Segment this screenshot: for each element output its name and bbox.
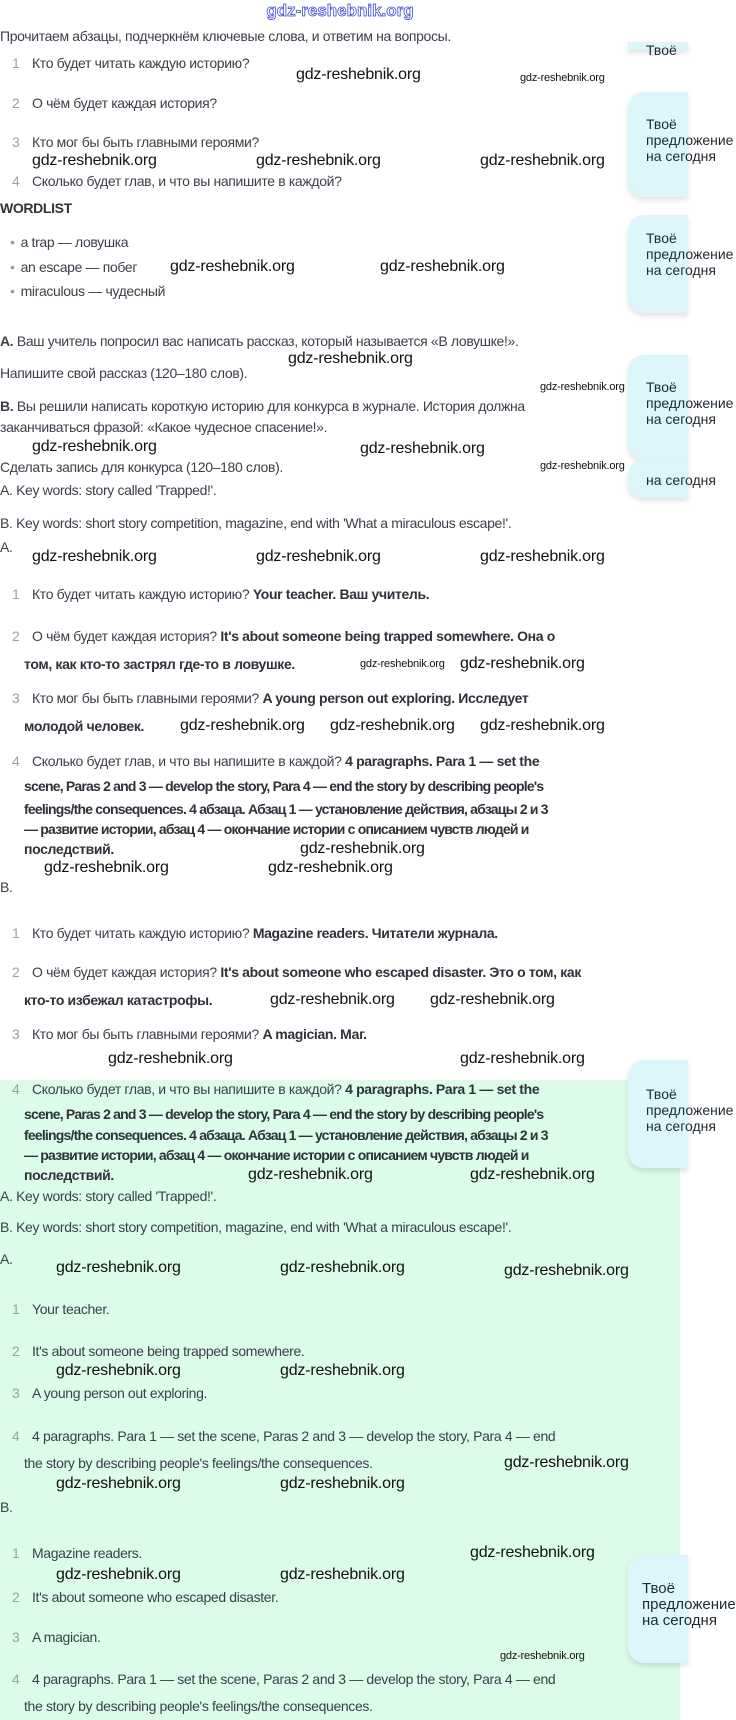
green-answer-b-1: 1 Magazine readers. <box>12 1545 143 1561</box>
watermark: gdz-reshebnik.org <box>32 152 157 169</box>
answer-b-2-cont: кто-то избежал катастрофы. <box>24 992 213 1008</box>
keywords-a: A. Key words: story called 'Trapped!'. <box>0 482 217 498</box>
watermark: gdz-reshebnik.org <box>288 350 413 367</box>
task-b: B. Вы решили написать короткую историю для конкурса в журнале. История должна <box>0 398 525 414</box>
watermark: gdz-reshebnik.org <box>470 1166 595 1183</box>
watermark: gdz-reshebnik.org <box>480 152 605 169</box>
watermark: gdz-reshebnik.org <box>360 658 445 670</box>
watermark: gdz-reshebnik.org <box>460 1050 585 1067</box>
watermark: gdz-reshebnik.org <box>56 1475 181 1492</box>
answer-b-1: 1 Кто будет читать каждую историю? Magazine readers. Читатели журнала. <box>12 925 498 941</box>
answer-a-1: 1 Кто будет читать каждую историю? Your teacher. Ваш учитель. <box>12 586 430 602</box>
watermark: gdz-reshebnik.org <box>270 991 395 1008</box>
answer-b-4-cont: последствий. <box>24 1167 114 1183</box>
watermark: gdz-reshebnik.org <box>268 859 393 876</box>
wordlist-item: • a trap — ловушка <box>10 234 129 250</box>
watermark: gdz-reshebnik.org <box>180 717 305 734</box>
watermark: gdz-reshebnik.org <box>500 1650 585 1662</box>
green-keywords-a: A. Key words: story called 'Trapped!'. <box>0 1188 217 1204</box>
watermark: gdz-reshebnik.org <box>540 381 625 393</box>
green-answer-a-3: 3 A young person out exploring. <box>12 1385 208 1401</box>
watermark: gdz-reshebnik.org <box>380 258 505 275</box>
watermark: gdz-reshebnik.org <box>430 991 555 1008</box>
green-section-b: B. <box>0 1499 13 1515</box>
section-b-label: B. <box>0 879 13 895</box>
watermark: gdz-reshebnik.org <box>504 1262 629 1279</box>
question-1: 1 Кто будет читать каждую историю? <box>12 55 250 71</box>
task-b-line2: заканчиваться фразой: «Какое чудесное спасение!». <box>0 419 328 435</box>
site-watermark: gdz-reshebnik.org <box>266 1 414 20</box>
green-answer-a-1: 1 Your teacher. <box>12 1301 110 1317</box>
section-a-label: A. <box>0 539 13 555</box>
watermark: gdz-reshebnik.org <box>280 1362 405 1379</box>
watermark: gdz-reshebnik.org <box>470 1544 595 1561</box>
keywords-b: B. Key words: short story competition, magazine, end with 'What a miraculous escape!'. <box>0 515 512 531</box>
answer-a-3: 3 Кто мог бы быть главными героями? A young person out exploring. Исследует <box>12 690 529 706</box>
watermark: gdz-reshebnik.org <box>280 1259 405 1276</box>
green-answer-a-4: 4 4 paragraphs. Para 1 — set the scene, Paras 2 and 3 — develop the story, Para 4 — end <box>12 1428 556 1444</box>
watermark: gdz-reshebnik.org <box>460 655 585 672</box>
answer-a-3-cont: молодой человек. <box>24 718 145 734</box>
wordlist-title: WORDLIST <box>0 200 72 216</box>
watermark: gdz-reshebnik.org <box>108 1050 233 1067</box>
watermark: gdz-reshebnik.org <box>330 717 455 734</box>
green-answer-b-4: 4 4 paragraphs. Para 1 — set the scene, Paras 2 and 3 — develop the story, Para 4 — end <box>12 1671 556 1687</box>
answer-b-4-cont: scene, Paras 2 and 3 — develop the story, Para 4 — end the story by describing people's <box>24 1106 544 1122</box>
watermark: gdz-reshebnik.org <box>296 66 421 83</box>
wordlist-item: • an escape — побег <box>10 259 138 275</box>
suggestion-card[interactable]: Твоё предложение на сегодня <box>628 1060 688 1168</box>
green-answer-a-2: 2 It's about someone being trapped somewhere. <box>12 1343 305 1359</box>
green-answer-b-2: 2 It's about someone who escaped disaster. <box>12 1589 279 1605</box>
watermark: gdz-reshebnik.org <box>504 1454 629 1471</box>
intro-text: Прочитаем абзацы, подчеркнём ключевые слова, и ответим на вопросы. <box>0 28 451 44</box>
watermark: gdz-reshebnik.org <box>256 548 381 565</box>
answer-a-4-cont: — развитие истории, абзац 4 — окончание истории с описанием чувств людей и <box>24 821 529 837</box>
watermark: gdz-reshebnik.org <box>520 72 605 84</box>
watermark: gdz-reshebnik.org <box>32 438 157 455</box>
watermark: gdz-reshebnik.org <box>248 1166 373 1183</box>
answer-b-4-cont: — развитие истории, абзац 4 — окончание истории с описанием чувств людей и <box>24 1147 529 1163</box>
watermark: gdz-reshebnik.org <box>256 152 381 169</box>
watermark: gdz-reshebnik.org <box>280 1475 405 1492</box>
watermark: gdz-reshebnik.org <box>480 717 605 734</box>
task-b-line3: Сделать запись для конкурса (120–180 слов). <box>0 459 283 475</box>
suggestion-card[interactable]: Твоё предложение на сегодня <box>628 1555 688 1663</box>
watermark: gdz-reshebnik.org <box>56 1566 181 1583</box>
suggestion-card[interactable]: Твоё предложение на сегодня <box>628 355 688 460</box>
green-keywords-b: B. Key words: short story competition, magazine, end with 'What a miraculous escape!'. <box>0 1219 512 1235</box>
answer-a-4-cont: последствий. <box>24 841 114 857</box>
task-a-line2: Напишите свой рассказ (120–180 слов). <box>0 365 248 381</box>
suggestion-card[interactable]: Твоё предложение на сегодня <box>628 92 688 197</box>
answer-a-4: 4 Сколько будет глав, и что вы напишите в каждой? 4 paragraphs. Para 1 — set the <box>12 753 540 769</box>
watermark: gdz-reshebnik.org <box>540 460 625 472</box>
wordlist-item: • miraculous — чудесный <box>10 283 166 299</box>
answer-a-2: 2 О чём будет каждая история? It's about someone being trapped somewhere. Она о <box>12 628 555 644</box>
suggestion-card[interactable]: Твоё предложение на сегодня <box>628 215 688 313</box>
watermark: gdz-reshebnik.org <box>360 440 485 457</box>
watermark: gdz-reshebnik.org <box>300 840 425 857</box>
watermark: gdz-reshebnik.org <box>32 548 157 565</box>
watermark: gdz-reshebnik.org <box>480 548 605 565</box>
question-3: 3 Кто мог бы быть главными героями? <box>12 134 259 150</box>
answer-a-2-cont: том, как кто-то застрял где-то в ловушке. <box>24 656 295 672</box>
green-section-a: A. <box>0 1251 13 1267</box>
green-answer-b-3: 3 A magician. <box>12 1629 101 1645</box>
green-answer-b-4-cont: the story by describing people's feelings/the consequences. <box>24 1698 373 1714</box>
question-2: 2 О чём будет каждая история? <box>12 95 217 111</box>
suggestion-card[interactable]: Твоё <box>628 42 688 50</box>
task-a: A. Ваш учитель попросил вас написать рассказ, который называется «В ловушке!». <box>0 333 519 349</box>
answer-b-4: 4 Сколько будет глав, и что вы напишите в каждой? 4 paragraphs. Para 1 — set the <box>12 1081 540 1097</box>
watermark: gdz-reshebnik.org <box>280 1566 405 1583</box>
answer-a-4-cont: feelings/the consequences. 4 абзаца. Абзац 1 — установление действия, абзацы 2 и 3 <box>24 801 548 817</box>
watermark: gdz-reshebnik.org <box>170 258 295 275</box>
answer-a-4-cont: scene, Paras 2 and 3 — develop the story, Para 4 — end the story by describing people's <box>24 778 544 794</box>
answer-b-2: 2 О чём будет каждая история? It's about someone who escaped disaster. Это о том, как <box>12 964 582 980</box>
watermark: gdz-reshebnik.org <box>56 1259 181 1276</box>
question-4: 4 Сколько будет глав, и что вы напишите в каждой? <box>12 173 342 189</box>
suggestion-card[interactable]: на сегодня <box>628 460 688 498</box>
watermark: gdz-reshebnik.org <box>44 859 169 876</box>
answer-b-4-cont: feelings/the consequences. 4 абзаца. Абзац 1 — установление действия, абзацы 2 и 3 <box>24 1127 548 1143</box>
watermark: gdz-reshebnik.org <box>56 1362 181 1379</box>
answer-b-3: 3 Кто мог бы быть главными героями? A magician. Маг. <box>12 1026 367 1042</box>
green-answer-a-4-cont: the story by describing people's feelings/the consequences. <box>24 1455 373 1471</box>
